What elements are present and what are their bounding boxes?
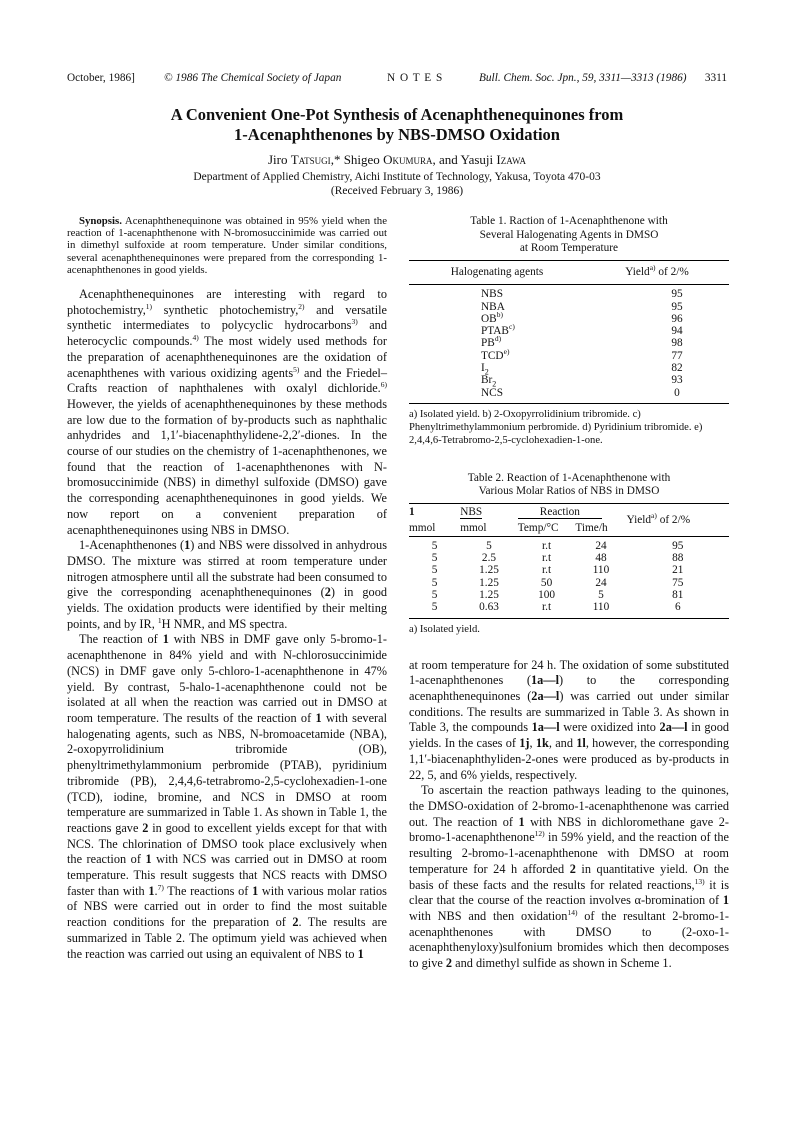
table-1-cell-yield: 94 [671,325,683,338]
table-2-grid [409,503,729,619]
table-2-cell-nbs: 1.25 [479,576,499,589]
table-row [409,589,729,601]
table-row [409,350,729,362]
table-2-cell-a: 5 [431,539,438,552]
author-1-first: Jiro [267,152,291,167]
table-2 [409,472,729,636]
table-2-footnote: a) Isolated yield. [409,623,480,635]
table-2-cell-nbs: 2.5 [481,552,497,565]
table-1-caption: Table 1. Raction of 1-Acenaphthenone with Several Halogenating Agents in DMSO at Room Temperature [470,215,668,254]
table-1-cell-agent: $I_2$ [481,361,489,377]
table-1-header-agent: Halogenating agents [409,260,585,285]
table-2-body [409,536,729,618]
table-2-cell-temp: r.t [542,564,552,577]
author-3-first: Yasuji [460,152,497,167]
synopsis-text: Acenaphthenequinone was obtained in 95% yield when the reaction of 1-acenaphthenone with N-bromosuccinimide was carried out in dimethyl sulfoxide at room temperature. Under similar conditions, several acenaphthenequinones were prepared from the corresponding 1-acenaphthenones in good yields. [67,215,387,276]
table-2-cell-temp: 100 [538,589,556,602]
ref-mark: 13) [694,876,705,886]
table-row [409,374,729,386]
ref-mark: 3) [351,317,358,327]
table-2-cell-yield: 75 [672,576,684,589]
author-list [67,152,727,168]
synopsis-label: Synopsis. [79,215,122,227]
table-row [409,301,729,313]
table-2-cell-yield: 81 [672,589,684,602]
table-1-cell-agent: TCD$^{e)}$ [481,346,510,362]
table-1-cell-agent: $Br_2$ [481,374,497,389]
table-1-cell-agent: NBA [481,300,505,313]
table-row [409,325,729,337]
table-2-header-temp: Temp/°C [518,520,576,537]
table-2-cell-temp: r.t [542,539,552,552]
paragraph-results: The reaction of 1 with NBS in DMF gave only 5-bromo-1-acenaphthenone in 84% yield and with N-chlorosuccinimide (NCS) in DMF gave only 5-chloro-1-acenaphthenone in 47% yield. By contrast, 5-halo-1-acenaphthenone could not be isolated at all when the reaction was carried out in DMSO at room temperature. The results of the reaction of 1 with several halogenating agents, such as NBS, N-bromoacetamide (NBA), 2-oxopyrrolidinium tribromide (OB), phenyltrimethylammonium perbromide (PTAB), pyridinium tribromide (PB), 2,4,4,6-tetrabromo-2,5-cyclohexadien-1-one (TCD), iodine, bromine, and NCS in DMSO at room temperature are summarized in Table 1. As shown in Table 1, the reactions gave 2 in good to excellent yields except for that with NCS. The chlorination of DMSO took place exclusively when the reaction of 1 with NCS was carried out in DMSO at room temperature. This result suggests that NCS reacts with DMSO faster than with 1.$^{7)}$ The reactions of 1 with various molar ratios of NBS were carried out in order to find the most suitable reaction conditions for the preparation of 2. The results are summarized in Table 2. The optimum yield was achieved when the reaction was carried out using an equivalent of NBS to 1 [67,632,388,961]
ref-mark: 1) [145,301,153,311]
table-2-cell-time: 5 [598,589,604,602]
table-row [409,564,729,576]
table-2-header-mmol-2: mmol [460,520,518,537]
ref-mark: 6) [380,380,387,390]
ref-mark: 12) [534,829,545,839]
table-1-cell-yield: 95 [671,300,683,313]
table-row [409,313,729,325]
table-2-cell-nbs: 1.25 [479,589,499,602]
table-2-cell-a: 5 [409,601,460,618]
right-column-text [409,658,729,972]
ref-mark: 5) [293,364,300,374]
ref-mark: 7) [157,882,164,892]
received-date: (Received February 3, 1986) [330,185,464,197]
author-2-last: Okumura [383,152,433,167]
ref-mark: 2) [298,301,305,311]
affiliation [67,170,727,198]
table-1-cell-yield: 93 [671,374,683,387]
table-1-cell-agent: NCS [409,387,585,404]
paragraph-intro: Acenaphthenequinones are interesting with regard to photochemistry,$^{1)}$ synthetic photochemistry,$^{2)}$ and versatile synthetic intermediates to polycyclic hydrocarbons$^{3)}$ and heterocyclic compounds.$^{4)}$ The most widely used methods for the preparation of acenaphthenequinones are the oxidation of acenaphthenes with various oxidizing agents$^{5)}$ and the Friedel–Crafts reaction of naphthalenes with oxalyl dichloride.$^{6)}$ However, the yields of acenaphthenequinones by these methods are low due to the formation of by-products such as naphthalic anhydrides and 1,1′-biacenaphthylidene-2,2′-diones. In the course of our studies on the chemistry of 1-acenaphthenones, we found that the reaction of 1-acenaphthenones with N-bromosuccinimide (NBS) in dimethyl sulfoxide (DMSO) gave the corresponding acenaphthenequinones in good yields. We now report on a convenient preparation of acenaphthenequinones using NBS in DMSO. [67,287,388,537]
table-2-cell-yield: 95 [672,539,684,552]
table-1-header-yield: Yield$^{a)}$ of 2/% [585,260,729,285]
title-line-1: A Convenient One-Pot Synthesis of Acenaphthenequinones from [170,105,624,124]
table-2-header-mmol-1: mmol [409,520,460,537]
table-2-header-1: 1 [409,503,460,520]
affiliation-line: Department of Applied Chemistry, Aichi Institute of Technology, Yakusa, Toyota 470-03 [193,171,601,183]
left-column [67,215,387,962]
table-2-cell-time: 110 [575,601,626,618]
table-2-cell-time: 24 [595,539,607,552]
ref-mark: 4) [192,333,199,343]
table-2-cell-time: 24 [595,576,607,589]
paragraph-substituted: at room temperature for 24 h. The oxidation of some substituted 1-acenaphthenones (1a—l) to the corresponding acenaphthenequinones (2a—l) was carried out under similar conditions. The results are summarized in Table 3. As shown in Table 3, the compounds 1a—l were oxidized into 2a—l in good yields. In the cases of 1j, 1k, and 1l, however, the corresponding 1,1′-biacenaphthyliden-2-ones were produced as by-products in 22, 5, and 6% yields, respectively. [409,657,730,782]
header-page-number: 3311 [704,72,727,84]
paragraph-procedure: 1-Acenaphthenones (1) and NBS were dissolved in anhydrous DMSO. The mixture was stirred at room temperature under nitrogen atmosphere until all the substrate had been consumed to give the corresponding acenaphthenequinones (2) in good yields. The oxidation products were identified by their melting points, and by IR, $^1$H NMR, and MS spectra. [67,538,387,631]
table-2-cell-nbs: 5 [486,539,492,552]
table-2-cell-temp: r.t [542,552,552,565]
table-2-cell-a: 5 [431,589,438,602]
table-row [409,536,729,552]
table-1-body [409,285,729,404]
table-2-header-nbs: NBS [460,503,518,520]
table-2-cell-a: 5 [431,552,438,565]
table-1-cell-agent: PTAB$^{c)}$ [481,322,515,338]
table-2-cell-yield: 21 [672,564,684,577]
author-2-first: Shigeo [343,152,384,167]
table-1-cell-yield: 95 [671,288,683,301]
table-row [409,285,729,301]
table-1 [409,215,729,447]
table-1-cell-agent: OB$^{b)}$ [481,310,503,325]
table-1-footnote: a) Isolated yield. b) 2-Oxopyrrolidinium tribromide. c) Phenyltrimethylammonium perbromide. d) Pyridinium tribromide. e) 2,4,4,6-Tetrabromo-2,5-cyclohexadien-1-one. [409,408,703,446]
table-2-cell-time: 110 [592,564,610,577]
title-line-2: 1-Acenaphthenones by NBS-DMSO Oxidation [234,125,560,144]
header-section: N O T E S [387,72,444,84]
table-2-cell-time: 48 [595,552,607,565]
table-1-grid [409,260,729,404]
table-1-cell-yield: 82 [671,361,683,374]
synopsis [67,215,387,276]
table-row [409,552,729,564]
table-2-cell-a: 5 [431,564,438,577]
paragraph-mechanism: To ascertain the reaction pathways leading to the quinones, the DMSO-oxidation of 2-bromo-1-acenaphthenone was carried out. The reaction of 1 with NBS in dichloromethane gave 2-bromo-1-acenaphthenone$^{12)}$ in 59% yield, and the reaction of the resulting 2-bromo-1-acenaphthenone with DMSO at room temperature for 24 h afforded 2 in quantitative yield. On the basis of these facts and the results for related reactions,$^{13)}$ it is clear that the course of the reaction involves α-bromination of 1 with NBS and then oxidation$^{14)}$ of the resultant 2-bromo-1-acenaphthenones with DMSO to (2-oxo-1-acenaphthenyloxy)sulfonium bromides which then decomposes to give 2 and dimethyl sulfide as shown in Scheme 1. [409,783,729,971]
right-column [409,215,729,972]
author-3-last: Izawa [496,152,527,167]
table-2-cell-temp: r.t [518,601,576,618]
table-2-header-yield: Yield$^{a)}$ of 2/% [627,503,729,536]
table-2-caption: Table 2. Reaction of 1-Acenaphthenone with Various Molar Ratios of NBS in DMSO [467,471,671,498]
table-2-cell-temp: 50 [540,576,553,589]
table-1-cell-agent: NBS [481,288,503,301]
table-1-cell-yield: 77 [671,349,683,362]
table-1-cell-yield: 98 [671,337,683,350]
table-row [409,387,729,404]
table-row [409,601,729,618]
header-journal: Bull. Chem. Soc. Jpn., 59, 3311—3313 (1986) [479,72,687,84]
corresponding-mark: ,* [330,152,344,167]
table-row [409,577,729,589]
running-header [67,72,727,88]
table-row [409,337,729,349]
table-2-header-time: Time/h [575,520,626,537]
table-2-header-reaction: Reaction [518,503,627,520]
author-1-last: Tatsugi [290,152,331,167]
table-1-cell-yield: 96 [671,312,683,325]
table-2-cell-nbs: 1.25 [479,564,499,577]
table-2-cell-yield: 6 [627,601,729,618]
table-1-cell-agent: PB$^{d)}$ [481,334,502,350]
ref-mark: 14) [567,907,578,917]
table-2-cell-nbs: 0.63 [460,601,518,618]
table-2-cell-yield: 88 [672,552,684,565]
header-copyright: © 1986 The Chemical Society of Japan [164,72,342,84]
table-2-cell-a: 5 [431,576,438,589]
header-date: October, 1986] [67,72,135,84]
table-row [409,362,729,374]
table-1-cell-yield: 0 [585,387,729,404]
article-title [67,105,727,145]
author-separator: , and [432,152,461,167]
